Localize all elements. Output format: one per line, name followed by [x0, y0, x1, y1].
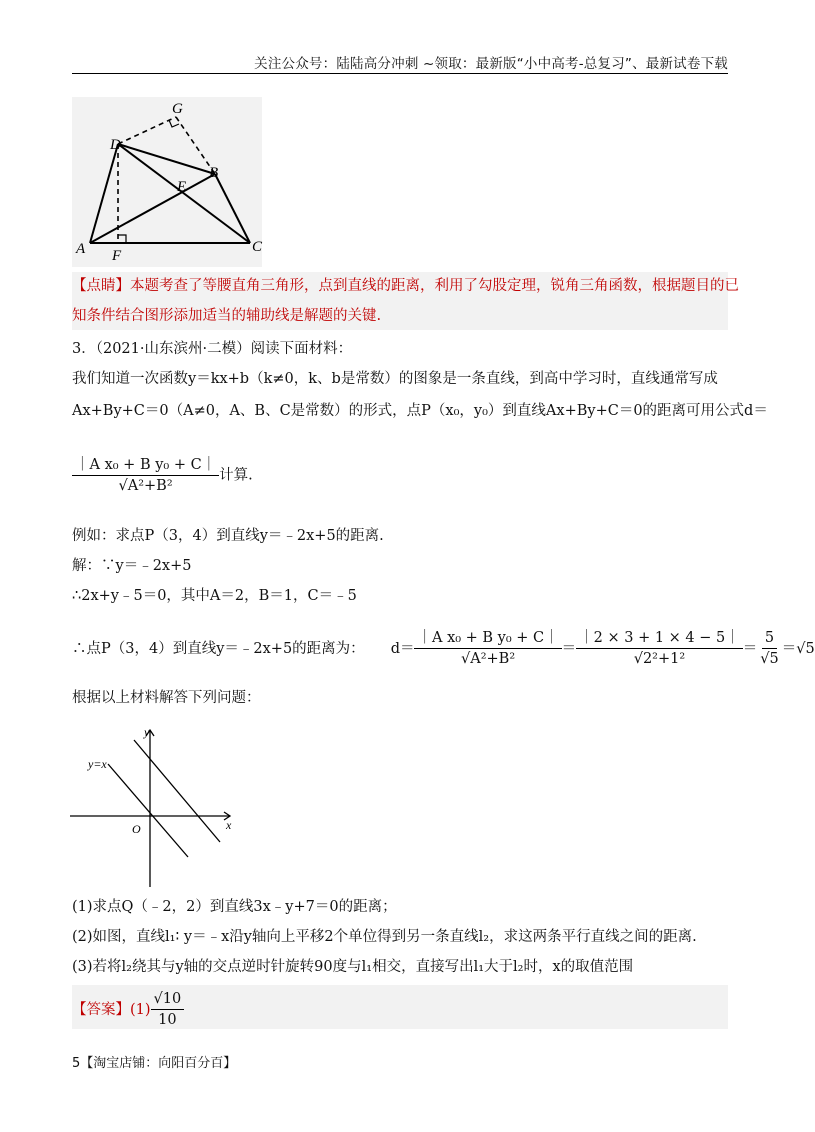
answer-fraction	[151, 989, 185, 1030]
solution-3-eq-1: ＝	[561, 640, 577, 657]
segment-DB	[118, 144, 215, 174]
header-rule	[72, 73, 728, 74]
solution-3-f3-den: √5	[760, 651, 779, 667]
answer-denominator: 10	[158, 1012, 177, 1028]
line-label: y=x	[88, 757, 107, 771]
solution-3-d: d＝	[390, 640, 415, 657]
segment-AD	[90, 144, 118, 243]
answer-prefix: (1)	[130, 1001, 151, 1018]
solution-3-fraction-2	[576, 628, 743, 669]
question-3: (3)若将l₂绕其与y轴的交点逆时针旋转90度与l₁相交，直接写出l₁大于l₂时，x的取值范围	[72, 959, 634, 975]
label-D: D	[110, 137, 121, 153]
solution-3-f2-den: √2²+1²	[633, 651, 686, 667]
right-angle-G	[169, 120, 179, 127]
problem-para-1: 我们知道一次函数y＝kx+b（k≠0，k、b是常数）的图象是一条直线，到高中学习时，直线通常写成	[72, 371, 718, 387]
hint-line-1	[72, 276, 739, 296]
formula-fraction	[72, 455, 219, 496]
problem-heading: 3．（2021·山东滨州·二模）阅读下面材料：	[72, 341, 353, 357]
label-F: F	[112, 248, 122, 264]
example-line: 例如：求点P（3，4）到直线y＝﹣2x+5的距离.	[72, 528, 384, 544]
origin-label: O	[132, 822, 141, 836]
solution-3-f1-num: ｜A x₀ + B y₀ + C｜	[414, 628, 561, 649]
label-B: B	[209, 165, 219, 181]
answer-line	[72, 989, 184, 1030]
distance-formula	[72, 455, 253, 496]
geometry-figure	[72, 97, 272, 272]
segment-AB	[90, 174, 215, 243]
solution-3-eq-3: ＝√5	[781, 640, 815, 657]
y-axis-label: y	[144, 725, 150, 739]
solution-3-fraction-3	[757, 628, 781, 669]
formula-numerator: ｜A x₀ + B y₀ + C｜	[72, 455, 219, 476]
right-angle-F	[118, 235, 126, 243]
coordinate-figure	[70, 722, 250, 892]
page-footer: 5【淘宝店铺：向阳百分百】	[72, 1056, 237, 1071]
solution-3-f3-num: 5	[762, 628, 777, 649]
solution-3-fraction-1	[414, 628, 561, 669]
answer-tag: 【答案】	[72, 1001, 130, 1018]
problem-para-2: Ax+By+C＝0（A≠0，A、B、C是常数）的形式，点P（x₀，y₀）到直线Ax+By+C＝0的距离可用公式d＝	[72, 403, 768, 419]
solution-3-f2-num: ｜2 × 3 + 1 × 4 − 5｜	[576, 628, 743, 649]
answer-numerator: √10	[151, 989, 185, 1010]
page-header: 关注公众号：陆陆高分冲刺 ~领取：最新版“小中高考-总复习”、最新试卷下载	[254, 56, 728, 72]
formula-tail: 计算.	[219, 467, 253, 484]
question-1: (1)求点Q（﹣2，2）到直线3x﹣y+7＝0的距离；	[72, 899, 397, 915]
hint-text-1: 本题考查了等腰直角三角形，点到直线的距离，利用了勾股定理，锐角三角函数，根据题目的已	[130, 278, 739, 294]
solution-3-text: ∴点P（3，4）到直线y＝﹣2x+5的距离为：	[72, 640, 365, 657]
prompt-line: 根据以上材料解答下列问题：	[72, 690, 261, 706]
solution-line-2: ∴2x+y﹣5＝0，其中A＝2，B＝1，C＝﹣5	[72, 588, 357, 604]
label-C: C	[252, 239, 263, 255]
solution-3-eq-2: ＝	[742, 640, 758, 657]
solution-line-3	[72, 628, 815, 669]
dashed-DG	[118, 117, 176, 144]
hint-tag: 【点睛】	[72, 278, 130, 294]
formula-denominator: √A²+B²	[118, 478, 173, 494]
hint-line-2: 知条件结合图形添加适当的辅助线是解题的关键.	[72, 308, 382, 324]
solution-line-1: 解：∵y＝﹣2x+5	[72, 558, 192, 574]
solution-3-f1-den: √A²+B²	[460, 651, 516, 667]
line-l2	[134, 740, 220, 842]
label-A: A	[76, 241, 86, 257]
segment-BC	[215, 174, 250, 243]
question-2: (2)如图，直线l₁∶ y＝﹣x沿y轴向上平移2个单位得到另一条直线l₂，求这两条平行直线之间的距离.	[72, 929, 697, 945]
label-G: G	[172, 101, 183, 117]
label-E: E	[177, 179, 187, 195]
x-axis-label: x	[226, 818, 232, 832]
line-l1	[108, 764, 188, 857]
